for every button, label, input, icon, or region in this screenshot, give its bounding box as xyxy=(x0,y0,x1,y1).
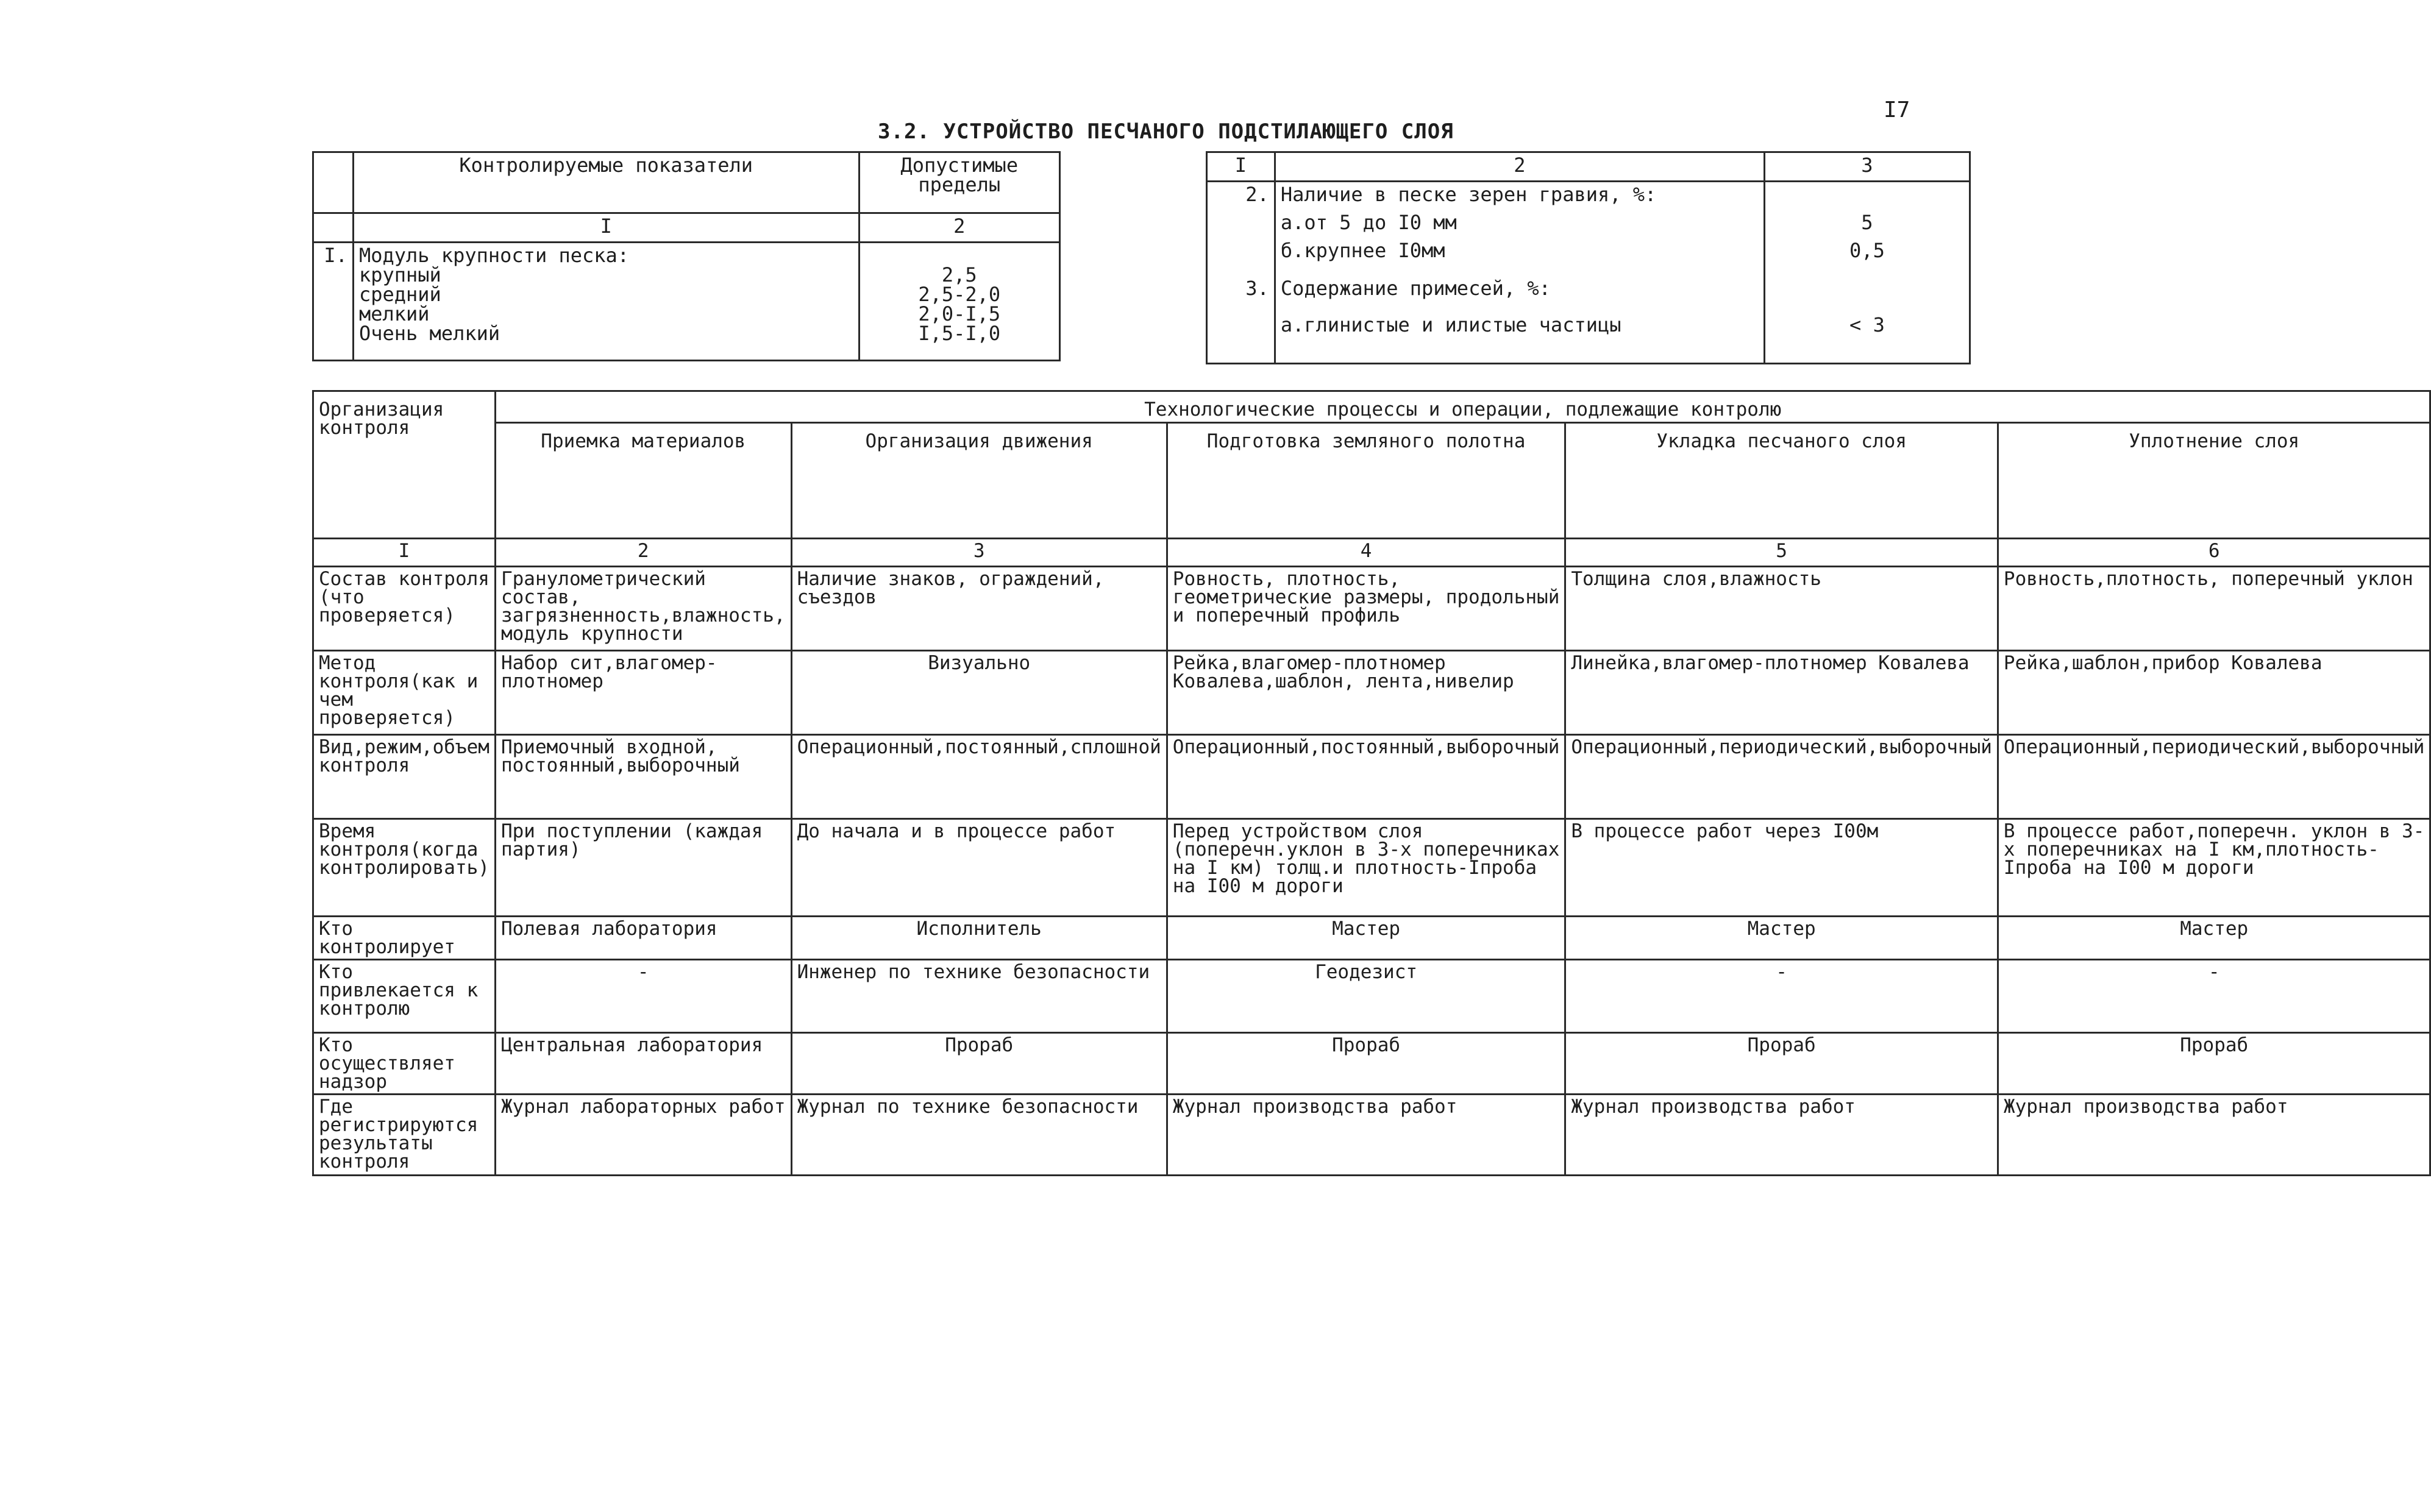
col-number: 4 xyxy=(1167,539,1565,567)
table-cell: Операционный,постоянный,выборочный xyxy=(1167,735,1565,819)
table-cell: - xyxy=(495,960,791,1033)
indicator-item: средний xyxy=(358,283,441,306)
table-row xyxy=(313,1033,2430,1095)
table-cell: Исполнитель xyxy=(791,917,1167,960)
impurity-values-cell xyxy=(1764,182,1970,364)
table-cell: Мастер xyxy=(1167,917,1565,960)
limit-value: I,5-I,0 xyxy=(918,322,1001,345)
table-cell: Геодезист xyxy=(1167,960,1565,1033)
row-number: 2. xyxy=(1245,183,1269,206)
table-cell: Прораб xyxy=(791,1033,1167,1095)
table-cell: Прораб xyxy=(1167,1033,1565,1095)
table-cell: Набор сит,влагомер-плотномер xyxy=(495,651,791,735)
table-cell: Ровность,плотность, поперечный уклон xyxy=(1998,567,2430,651)
blank-cell xyxy=(313,152,354,213)
row-number: 3. xyxy=(1245,277,1269,300)
row-label: Состав контроля (что проверяется) xyxy=(313,567,496,651)
table-cell: Журнал по технике безопасности xyxy=(791,1095,1167,1176)
table-cell: Журнал производства работ xyxy=(1998,1095,2430,1176)
table-cell: Операционный,периодический,выборочный xyxy=(1998,735,2430,819)
column-header: Организация движения xyxy=(791,423,1167,539)
row-numbers-cell xyxy=(1207,182,1275,364)
table-cell: В процессе работ через I00м xyxy=(1565,819,1998,917)
impurity-text: а.от 5 до I0 мм xyxy=(1280,211,1457,234)
table-cell: Журнал производства работ xyxy=(1565,1095,1998,1176)
col-number: I xyxy=(1207,152,1275,182)
col-number: 6 xyxy=(1998,539,2430,567)
table-cell: Перед устройством слоя (поперечн.уклон в 3-х поперечниках на I км) толщ.и плотность-Iпроба на I00 м дороги xyxy=(1167,819,1565,917)
impurity-value: 0,5 xyxy=(1849,239,1885,262)
table-cell: До начала и в процессе работ xyxy=(791,819,1167,917)
impurity-text-cell xyxy=(1275,182,1764,364)
table-cell: Операционный,постоянный,сплошной xyxy=(791,735,1167,819)
impurity-value: < 3 xyxy=(1849,313,1885,336)
table-cell: При поступлении (каждая партия) xyxy=(495,819,791,917)
row-label: Кто привлекается к контролю xyxy=(313,960,496,1033)
column-header: Укладка песчаного слоя xyxy=(1565,423,1998,539)
column-header: Приемка материалов xyxy=(495,423,791,539)
table-row xyxy=(313,567,2430,651)
blank-cell xyxy=(313,213,354,243)
impurity-text: Содержание примесей, %: xyxy=(1280,277,1551,300)
table-cell: Прораб xyxy=(1998,1033,2430,1095)
table-cell: Операционный,периодический,выборочный xyxy=(1565,735,1998,819)
row-number: I. xyxy=(313,243,354,361)
table-row xyxy=(313,651,2430,735)
col-number: 3 xyxy=(791,539,1167,567)
indicator-cell xyxy=(353,243,859,361)
limits-cell xyxy=(859,243,1059,361)
table-cell: Рейка,влагомер-плотномер Ковалева,шаблон, лента,нивелир xyxy=(1167,651,1565,735)
col-number: I xyxy=(313,539,496,567)
indicator-item: Очень мелкий xyxy=(358,322,500,345)
table-row xyxy=(313,917,2430,960)
limit-value: 2,0-I,5 xyxy=(918,302,1001,325)
row-label: Вид,режим,объем контроля xyxy=(313,735,496,819)
processes-header: Технологические процессы и операции, подлежащие контролю xyxy=(495,391,2430,423)
table-cell: Наличие знаков, ограждений, съездов xyxy=(791,567,1167,651)
table-cell: Приемочный входной, постоянный,выборочный xyxy=(495,735,791,819)
indicator-item: крупный xyxy=(358,263,441,286)
impurity-text: б.крупнее I0мм xyxy=(1280,239,1445,262)
indicator-label: Модуль крупности песка: xyxy=(358,244,630,267)
row-label: Где регистрируются результаты контроля xyxy=(313,1095,496,1176)
row-label: Кто контролирует xyxy=(313,917,496,960)
table-cell: Визуально xyxy=(791,651,1167,735)
impurity-value: 5 xyxy=(1861,211,1873,234)
table-cell: Журнал лабораторных работ xyxy=(495,1095,791,1176)
col-number: 3 xyxy=(1764,152,1970,182)
table-cell: Мастер xyxy=(1998,917,2430,960)
table-cell: Прораб xyxy=(1565,1033,1998,1095)
grain-size-table xyxy=(312,151,1061,361)
page-number: I7 xyxy=(1884,98,1910,122)
header-limits: Допустимые пределы xyxy=(859,152,1059,213)
column-header: Подготовка земляного полотна xyxy=(1167,423,1565,539)
table-cell: Мастер xyxy=(1565,917,1998,960)
row-label: Кто осуществляет надзор xyxy=(313,1033,496,1095)
table-cell: Толщина слоя,влажность xyxy=(1565,567,1998,651)
col-number: 2 xyxy=(495,539,791,567)
indicator-item: мелкий xyxy=(358,302,430,325)
table-cell: - xyxy=(1998,960,2430,1033)
row-label: Метод контроля(как и чем проверяется) xyxy=(313,651,496,735)
col-number: I xyxy=(353,213,859,243)
control-organization-table xyxy=(312,390,2431,1176)
org-header: Организация контроля xyxy=(313,391,496,539)
section-title: 3.2. УСТРОЙСТВО ПЕСЧАНОГО ПОДСТИЛАЮЩЕГО СЛОЯ xyxy=(878,119,1454,144)
table-cell: - xyxy=(1565,960,1998,1033)
table-cell: Инженер по технике безопасности xyxy=(791,960,1167,1033)
table-cell: Журнал производства работ xyxy=(1167,1095,1565,1176)
limit-value: 2,5 xyxy=(941,263,977,286)
header-indicators: Контролируемые показатели xyxy=(353,152,859,213)
table-cell: Полевая лаборатория xyxy=(495,917,791,960)
limit-value: 2,5-2,0 xyxy=(918,283,1001,306)
col-number: 5 xyxy=(1565,539,1998,567)
table-row xyxy=(313,735,2430,819)
impurity-text: а.глинистые и илистые частицы xyxy=(1280,313,1621,336)
col-number: 2 xyxy=(1275,152,1764,182)
table-cell: Гранулометрический состав, загрязненность,влажность, модуль крупности xyxy=(495,567,791,651)
table-row xyxy=(313,1095,2430,1176)
table-cell: Ровность, плотность, геометрические размеры, продольный и поперечный профиль xyxy=(1167,567,1565,651)
table-cell: В процессе работ,поперечн. уклон в 3-х поперечниках на I км,плотность-Iпроба на I00 м дороги xyxy=(1998,819,2430,917)
table-cell: Линейка,влагомер-плотномер Ковалева xyxy=(1565,651,1998,735)
table-row xyxy=(313,960,2430,1033)
col-number: 2 xyxy=(859,213,1059,243)
table-cell: Рейка,шаблон,прибор Ковалева xyxy=(1998,651,2430,735)
row-label: Время контроля(когда контролировать) xyxy=(313,819,496,917)
table-row xyxy=(313,819,2430,917)
impurity-text: Наличие в песке зерен гравия, %: xyxy=(1280,183,1657,206)
impurities-table xyxy=(1206,151,1971,364)
column-header: Уплотнение слоя xyxy=(1998,423,2430,539)
table-cell: Центральная лаборатория xyxy=(495,1033,791,1095)
